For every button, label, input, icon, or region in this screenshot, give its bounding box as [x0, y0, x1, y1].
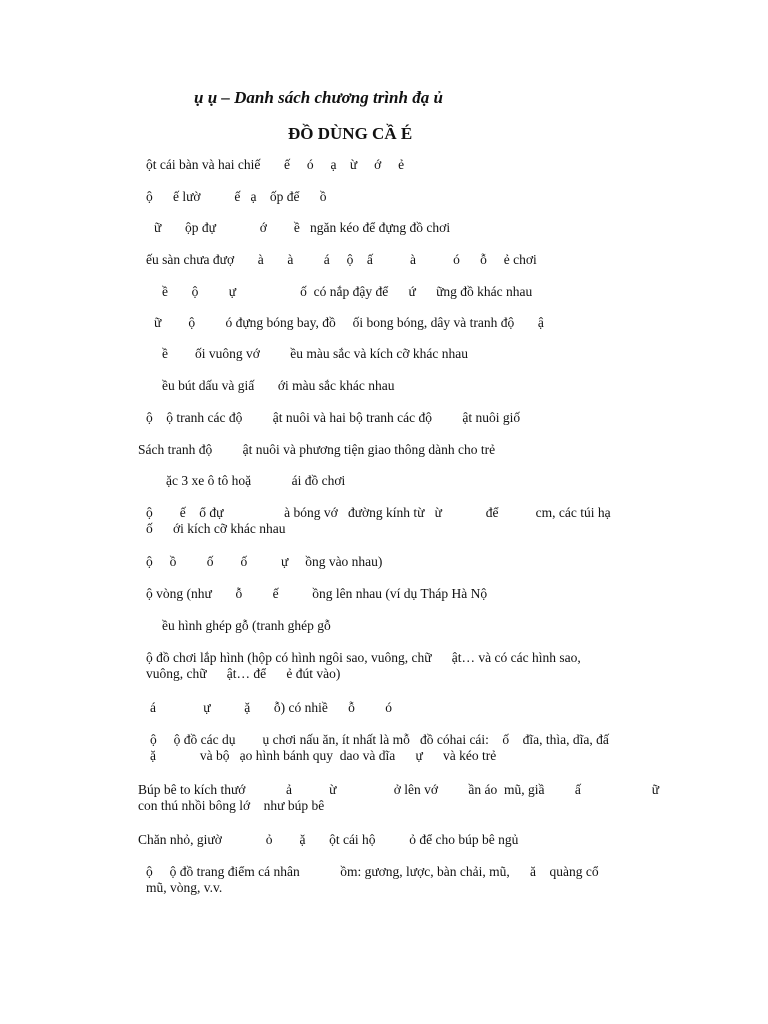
list-item: ộ ồ ố ố ự ồng vào nhau): [146, 554, 383, 569]
list-item: ều hình ghép gỗ (tranh ghép gỗ: [162, 618, 331, 633]
list-item: ột cái bàn và hai chiế ế ó ạ ừ ớ ẻ: [146, 157, 405, 172]
list-item: Búp bê to kích thướ ả ừ ở lên vớ ần áo mũ, giầ ấ ữ con thú nhồi bông lớ như búp bê: [138, 782, 660, 813]
list-item: ữ ộp đự ớ ề ngăn kéo để đựng đồ chơi: [154, 220, 451, 235]
list-item: ộ ộ tranh các độ ật nuôi và hai bộ tranh các độ ật nuôi giố: [146, 410, 521, 425]
list-item: ều bút dấu và giấ ới màu sắc khác nhau: [162, 378, 395, 393]
list-item: ộ ộ đồ các dụ ụ chơi nấu ăn, ít nhất là mỗ đồ cóhai cái: ố đĩa, thìa, dĩa, đấ ặ và bộ ạo hình bánh quy dao và dĩa ự và kéo trẻ: [150, 732, 609, 763]
list-item: Chăn nhỏ, giườ ỏ ặ ột cái hộ ỏ để cho búp bê ngủ: [138, 832, 519, 847]
list-item: ộ ộ đồ trang điểm cá nhân ồm: gương, lược, bàn chải, mũ, ă quàng cổ mũ, vòng, v.v.: [146, 864, 599, 895]
list-item: á ự ặ ỗ) có nhiề ỗ ó: [150, 700, 393, 715]
list-item: ộ ế ổ đự à bóng vớ đường kính từ ừ để cm, các túi hạ ố ới kích cỡ khác nhau: [146, 505, 611, 536]
document-title: ĐỒ DÙNG CẦ É: [288, 124, 413, 143]
list-item: ộ ế lườ ế ạ ốp để ồ: [146, 189, 327, 204]
list-item: ếu sàn chưa đượ à à á ộ ấ à ó ỗ ẻ chơi: [146, 252, 537, 267]
list-item: ộ đồ chơi lắp hình (hộp có hình ngôi sao, vuông, chữ ật… và có các hình sao, vuông, chữ ật… để ẻ đút vào): [146, 650, 581, 681]
list-item: ề ối vuông vớ ều màu sắc và kích cỡ khác nhau: [162, 346, 468, 361]
list-item: ề ộ ự ố có nắp đậy để ứ ững đồ khác nhau: [162, 284, 533, 299]
list-item: ộ vòng (như ỗ ế ồng lên nhau (ví dụ Tháp Hà Nộ: [146, 586, 488, 601]
document-heading: ụ ụ – Danh sách chương trình đạ ủ: [194, 88, 443, 107]
list-item: ữ ộ ó đựng bóng bay, đồ ối bong bóng, dây và tranh độ ậ: [154, 315, 544, 330]
list-item: ặc 3 xe ô tô hoặ ái đồ chơi: [166, 473, 346, 488]
list-item: Sách tranh độ ật nuôi và phương tiện giao thông dành cho trẻ: [138, 442, 496, 457]
